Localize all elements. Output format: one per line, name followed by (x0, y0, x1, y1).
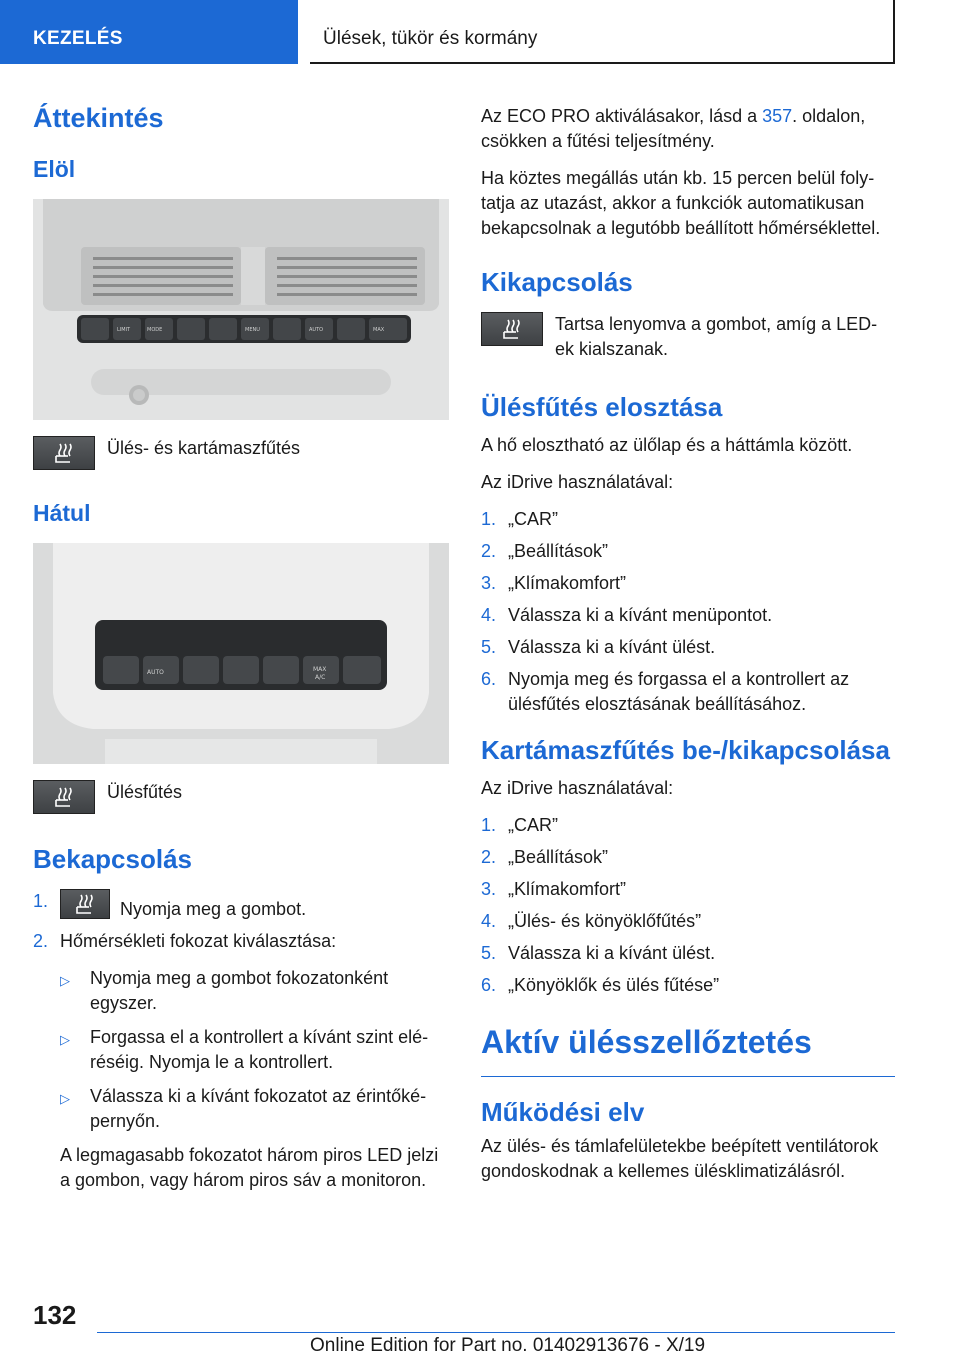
seat-heating-icon (33, 436, 95, 470)
led-note: A legmagasabb fokozatot három piros LED jelzi a gombon, vagy három piros sáv a monitoron. (60, 1145, 439, 1190)
list-item: 4. Válassza ki a kívánt menüpontot. (481, 605, 773, 625)
topic-header: Ülések, tükör és kormány (310, 0, 895, 64)
rear-climate-panel-photo (33, 543, 449, 764)
seat-heating-icon (60, 889, 110, 919)
switch-off-text: Tartsa lenyomva a gombot, amíg a LED-ek kialszanak. (555, 314, 878, 359)
triangle-bullet-icon: ▷ (60, 973, 70, 988)
front-seat-heat-row (33, 436, 449, 470)
footer-rule (97, 1332, 895, 1333)
triangle-bullet-icon: ▷ (60, 1091, 70, 1106)
switch-on-heading: Bekapcsolás (33, 844, 192, 874)
rear-seat-heat-row (33, 780, 449, 814)
list-item: ▷ Válassza ki a kívánt fokozatot az érintőképernyőn. (60, 1084, 449, 1134)
front-caption: Ülés- és kartámaszfűtés (107, 438, 301, 458)
list-item: 2. „Beállítások” (481, 541, 609, 561)
list-item: 1. Nyomja meg a gombot. (33, 891, 307, 919)
right-column (481, 104, 895, 1196)
triangle-bullet-icon: ▷ (60, 1032, 70, 1047)
seat-heating-icon (33, 780, 95, 814)
list-item: 4. „Ülés- és könyöklőfűtés” (481, 911, 702, 931)
list-item: 1. „CAR” (481, 509, 558, 529)
list-item: ▷ Nyomja meg a gombot fokozatonként egyszer. (60, 966, 449, 1016)
list-item: 3. „Klímakomfort” (481, 879, 627, 899)
distribution-heading: Ülésfűtés elosztása (481, 392, 723, 422)
rear-btn-max: MAX (313, 666, 327, 673)
front-climate-panel-photo (33, 199, 449, 420)
seat-heating-icon (481, 312, 543, 346)
principle-text: Az ülés- és támlafelületekbe beépített ventilátorok gondoskodnak a kellemes ülésklimatizálásról. (481, 1136, 879, 1181)
section-tab: KEZELÉS (0, 0, 298, 64)
front-btn-limit: LIMIT (117, 327, 131, 333)
rear-btn-ac: A/C (315, 674, 326, 681)
armrest-idrive: Az iDrive használatával: (481, 778, 674, 798)
front-btn-max: MAX (373, 327, 385, 333)
front-btn-auto: AUTO (309, 327, 324, 333)
list-item: 6. „Könyöklők és ülés fűtése” (481, 975, 720, 995)
active-ventilation-heading: Aktív ülésszellőztetés (481, 1020, 895, 1077)
resume-note: Ha köztes megállás után kb. 15 percen belül folytatja az utazást, akkor a funkciók automatikusan bekapcsolnak a legutóbb beállított hőmérséklettel. (481, 168, 881, 238)
principle-heading: Működési elv (481, 1097, 645, 1127)
armrest-heading: Kartámaszfűtés be-/kikapcsolása (481, 735, 890, 765)
edition-footer: Online Edition for Part no. 01402913676 - X/19 (310, 1335, 706, 1356)
list-item: 3. „Klímakomfort” (481, 573, 627, 593)
switch-off-heading: Kikapcsolás (481, 267, 633, 297)
page-number: 132 (33, 1300, 77, 1330)
front-btn-menu: MENU (245, 327, 260, 333)
list-item: 1. „CAR” (481, 815, 558, 835)
list-item: 6. Nyomja meg és forgassa el a kontrollert az ülésfűtés elosztásának beállításához. (481, 669, 850, 714)
rear-heading: Hátul (33, 500, 91, 526)
eco-pro-note: Az ECO PRO aktiválásakor, lásd a 357. oldalon, csökken a fűtési teljesítmény. (481, 106, 866, 151)
list-item: 2. „Beállítások” (481, 847, 609, 867)
list-item: 5. Válassza ki a kívánt ülést. (481, 943, 716, 963)
left-column (33, 96, 449, 1205)
switch-on-steps (33, 889, 449, 954)
distribution-steps (481, 507, 895, 717)
front-heading: Elöl (33, 156, 76, 182)
armrest-steps (481, 813, 895, 998)
rear-btn-auto: AUTO (147, 669, 164, 676)
list-item: ▷ Forgassa el a kontrollert a kívánt szint eléréséig. Nyomja le a kontrollert. (60, 1025, 449, 1075)
switch-off-row (481, 312, 895, 362)
distribution-intro: A hő elosztható az ülőlap és a háttámla között. (481, 435, 853, 455)
page-link[interactable]: 357 (762, 106, 793, 126)
temperature-substeps (60, 966, 449, 1134)
distribution-idrive: Az iDrive használatával: (481, 472, 674, 492)
list-item: 2. Hőmérsékleti fokozat kiválasztása: (33, 931, 337, 951)
list-item: 5. Válassza ki a kívánt ülést. (481, 637, 716, 657)
overview-heading: Áttekintés (33, 103, 164, 133)
rear-caption: Ülésfűtés (107, 782, 183, 802)
front-btn-mode: MODE (147, 327, 163, 333)
